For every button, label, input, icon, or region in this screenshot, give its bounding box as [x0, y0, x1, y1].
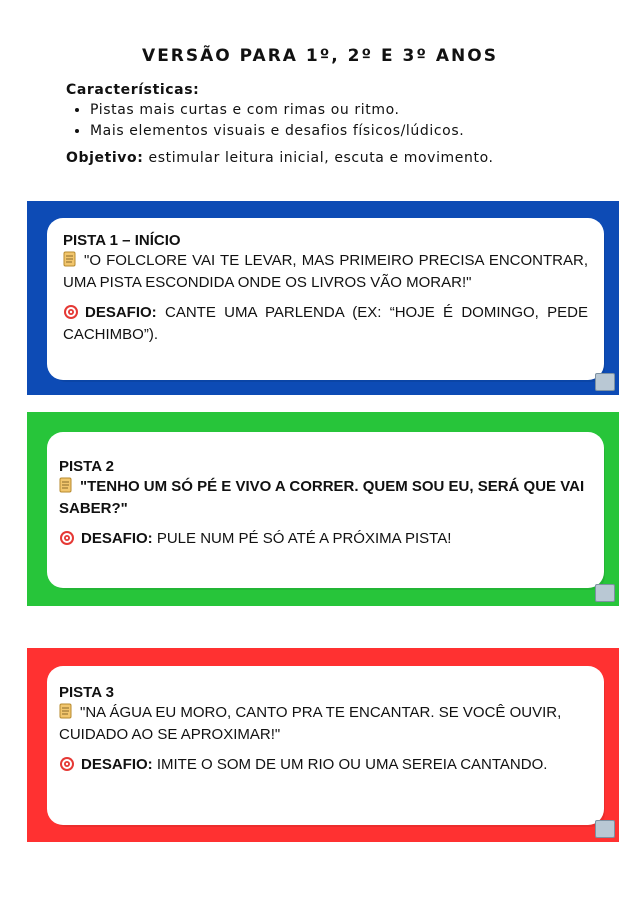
clue-text-line — [59, 702, 592, 746]
characteristics-label: Características: — [66, 82, 200, 98]
target-icon — [63, 304, 79, 320]
card-title: PISTA 2 — [59, 458, 115, 475]
clue-text: "NA ÁGUA EU MORO, CANTO PRA TE ENCANTAR. SE VOCÊ OUVIR, CUIDADO AO SE APROXIMAR!" — [59, 704, 562, 743]
logo-badge-icon — [595, 820, 615, 838]
challenge-text: CANTE UMA PARLENDA (EX: “HOJE É DOMINGO, PEDE CACHIMBO”). — [63, 304, 588, 343]
card-title: PISTA 3 — [59, 684, 115, 701]
scroll-icon — [63, 251, 76, 267]
clue-text: "O FOLCLORE VAI TE LEVAR, MAS PRIMEIRO PRECISA ENCONTRAR, UMA PISTA ESCONDIDA ONDE OS LIVROS VÃO MORAR!" — [63, 252, 588, 291]
clue-card-2 — [27, 412, 619, 606]
card-paper — [49, 668, 602, 823]
logo-badge-icon — [595, 584, 615, 602]
clue-card-3 — [27, 648, 619, 842]
card-title: PISTA 1 – INÍCIO — [63, 232, 181, 249]
objective-label: Objetivo: — [66, 150, 144, 166]
scroll-icon — [59, 703, 72, 719]
characteristics-section — [66, 82, 606, 166]
card-paper — [49, 434, 602, 586]
clue-text-line — [59, 476, 592, 520]
challenge-line — [59, 528, 592, 550]
page-title: VERSÃO PARA 1º, 2º E 3º ANOS — [142, 46, 498, 66]
challenge-label: DESAFIO: — [81, 530, 153, 547]
challenge-text: IMITE O SOM DE UM RIO OU UMA SEREIA CANTANDO. — [152, 756, 548, 773]
objective-line — [66, 150, 606, 166]
clue-text: "TENHO UM SÓ PÉ E VIVO A CORRER. QUEM SOU EU, SERÁ QUE VAI SABER?" — [59, 478, 585, 517]
challenge-line — [59, 754, 592, 776]
target-icon — [59, 530, 75, 546]
list-item: • Mais elementos visuais e desafios físicos/lúdicos. — [90, 122, 606, 140]
clue-card-1 — [27, 201, 619, 395]
challenge-text: PULE NUM PÉ SÓ ATÉ A PRÓXIMA PISTA! — [152, 530, 452, 547]
target-icon — [59, 756, 75, 772]
challenge-line — [63, 302, 588, 346]
challenge-label: DESAFIO: — [81, 756, 153, 773]
challenge-label: DESAFIO: — [85, 304, 157, 321]
logo-badge-icon — [595, 373, 615, 391]
scroll-icon — [59, 477, 72, 493]
characteristics-list — [66, 101, 606, 140]
objective-text: estimular leitura inicial, escuta e movimento. — [143, 150, 494, 166]
card-paper — [49, 220, 602, 378]
list-item: • Pistas mais curtas e com rimas ou ritmo. — [90, 101, 606, 119]
clue-text-line — [63, 250, 588, 294]
